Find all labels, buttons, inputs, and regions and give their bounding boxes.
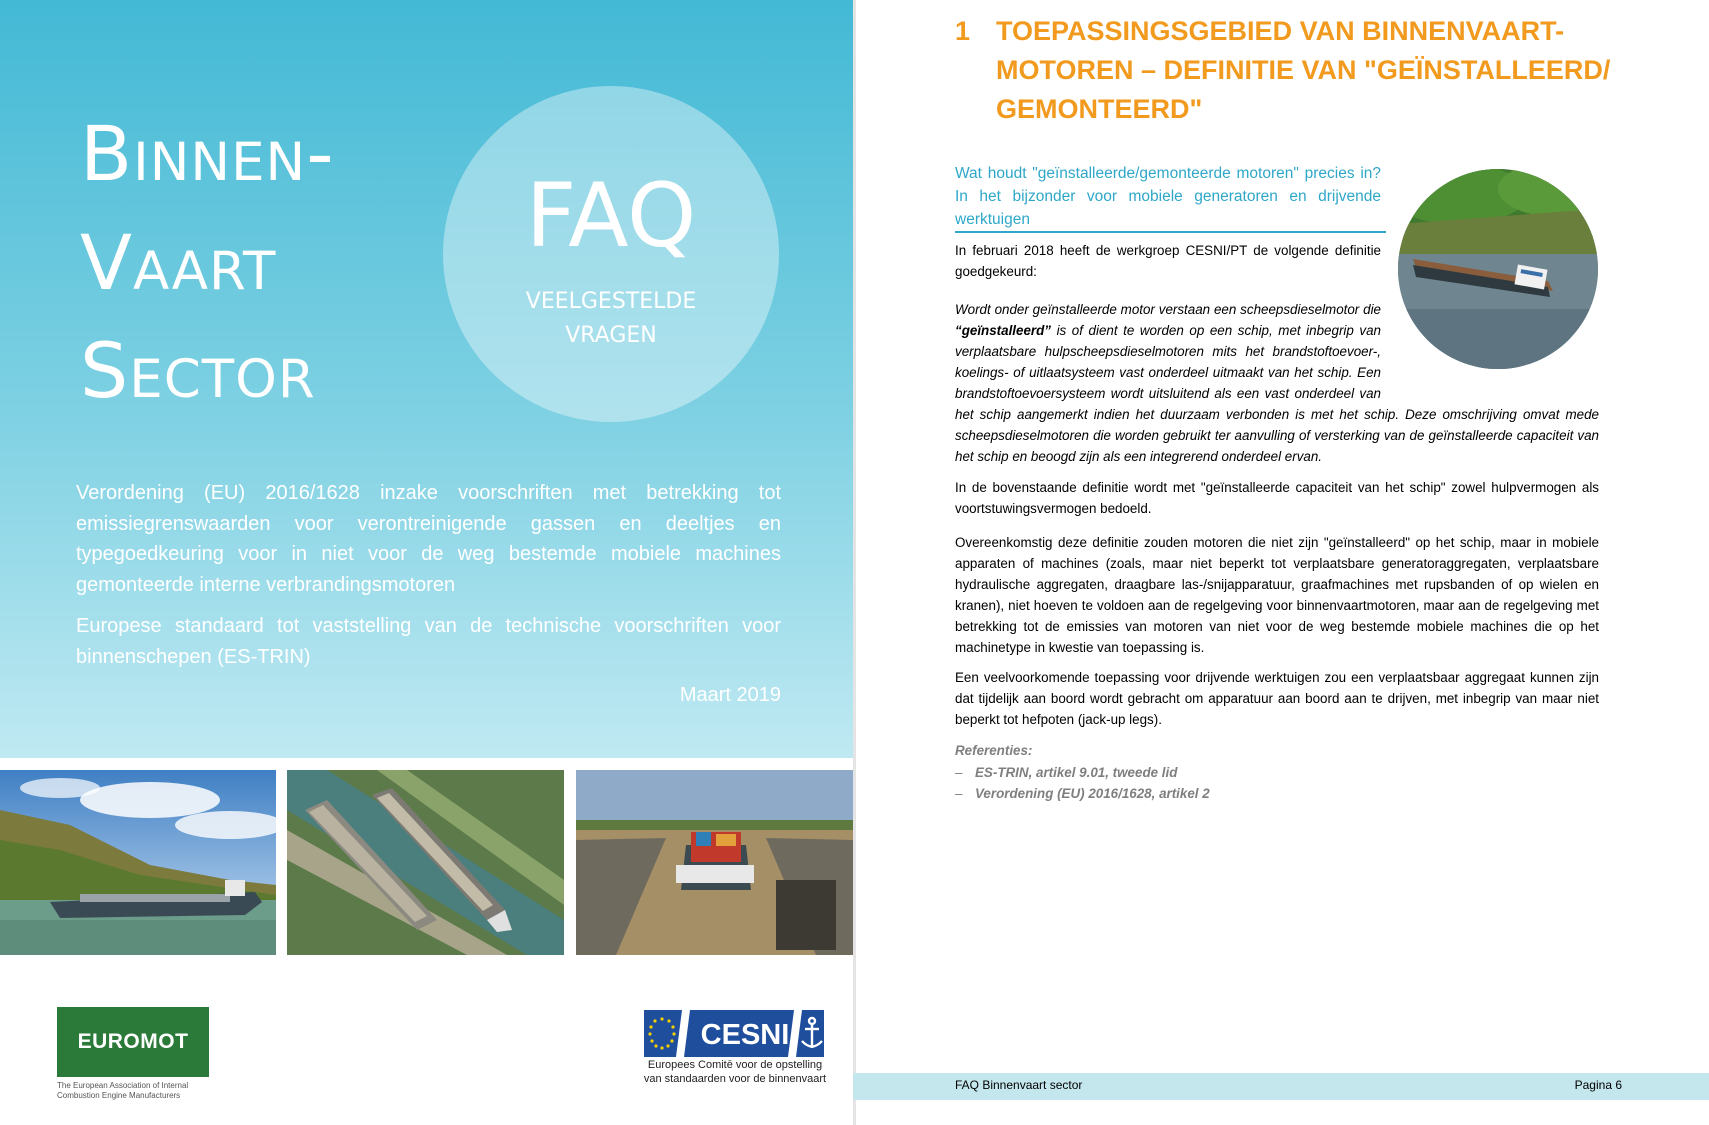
faq-circle: [443, 86, 779, 422]
publication-date: Maart 2019: [679, 684, 781, 706]
cesni-tagline-line-1: Europees Comitē voor de opstelling: [647, 1059, 823, 1071]
faq-question: Wat houdt "geïnstalleerde/gemonteerde motoren" precies in? In het bijzonder voor mobiele generatoren en drijvende werktuigen: [955, 165, 1381, 228]
cesni-logo-text: CESNI: [700, 1019, 790, 1051]
body-paragraph-1: In de bovenstaande definitie wordt met "geïnstalleerde capaciteit van het schip" zowel hulpvermogen als voortstuwingsvermogen bedoeld.: [955, 480, 1599, 516]
euromot-logo: EUROMOT: [57, 1007, 209, 1077]
cover-page: [0, 0, 853, 1125]
definition-text-start: Wordt onder geïnstalleerde motor verstaan een scheepsdieselmotor die: [955, 302, 1381, 317]
cover-title-line-1: Binnen-: [80, 109, 335, 198]
euromot-tagline-line-2: Combustion Engine Manufacturers: [57, 1091, 181, 1100]
barge-river-vineyard-photo: [0, 770, 276, 955]
body-paragraph-2: Overeenkomstig deze definitie zouden motoren die niet zijn "geïnstalleerd" op het schip, maar in mobiele apparaten of machines (zoals, maar niet beperkt tot verplaatsbare generatoraggregaten, verplaatsbare hydraulische aggregaten, draagbare las-/snijapparatuur, graafmachines met rupsbanden of op wielen en kranen), niet hoeven te voldoen aan de regelgeving voor binnenvaartmotoren, maar aan de regelgeving met betrekking tot de emissies van motoren van niet voor de weg bestemde mobiele machines die op het machinetype in kwestie van toepassing is.: [955, 535, 1599, 655]
cesni-logo: [644, 1010, 824, 1057]
section-heading-line-2: MOTOREN – DEFINITIE VAN "GEÏNSTALLEERD/: [996, 55, 1611, 85]
intro-paragraph: In februari 2018 heeft de werkgroep CESNI/PT de volgende definitie goedgekeurd:: [955, 243, 1381, 279]
faq-subtitle-line-1: VEELGESTELDE: [525, 289, 697, 314]
page-divider: [853, 0, 856, 1125]
faq-subtitle-line-2: VRAGEN: [565, 323, 657, 348]
definition-emphasis: “geïnstalleerd”: [955, 323, 1051, 338]
cover-banner: [0, 0, 853, 758]
reference-item: – ES-TRIN, artikel 9.01, tweede lid: [955, 765, 1178, 780]
footer-document-title: FAQ Binnenvaart sector: [955, 1078, 1083, 1092]
content-page: [853, 0, 1709, 1125]
body-paragraph-3: Een veelvoorkomende toepassing voor drijvende werktuigen zou een verplaatsbaar aggregaat kunnen zijn dat tijdelijk aan boord wordt gebracht om apparatuur aan boord aan te drijven, met inbegrip van maar niet beperkt tot hefpoten (jack-up legs).: [955, 670, 1599, 727]
definition-text-rest: is of dient te worden op een schip, met inbegrip van verplaatsbare hulpscheepsdieselmotoren mits het brandstoftoevoer-, koelings- of uitlaatsysteem vast onderdeel uitmaakt van het schip. Een brandstoftoevoersysteem wordt uitsluitend als een vast onderdeel van het schip aangemerkt indien het duurzaam verbonden is met het schip. Deze omschrijving omvat mede scheepsdieselmotoren die worden gebruikt ter aanvulling of versterking van de geïnstalleerde capaciteit van het schip en beoogd zijn als een integrerend onderdeel ervan.: [955, 323, 1599, 464]
reference-text: ES-TRIN, artikel 9.01, tweede lid: [975, 765, 1178, 780]
reference-text: Verordening (EU) 2016/1628, artikel 2: [975, 786, 1210, 801]
section-heading-line-3: GEMONTEERD": [996, 94, 1203, 124]
references-label: Referenties:: [955, 743, 1033, 758]
section-heading-line-1: TOEPASSINGSGEBIED VAN BINNENVAART-: [996, 16, 1565, 46]
euromot-tagline-line-1: The European Association of Internal: [57, 1081, 189, 1090]
regulation-description: Verordening (EU) 2016/1628 inzake voorschriften met betrekking tot emissiegrenswaarden voor verontreinigende gassen en deeltjes en typegoedkeuring voor in niet voor de weg bestemde mobiele machines gemonteerde interne verbrandingsmotoren: [76, 482, 781, 596]
reference-item: – Verordening (EU) 2016/1628, artikel 2: [955, 786, 1210, 801]
question-underline: [955, 231, 1386, 233]
footer-page-number: Pagina 6: [1574, 1078, 1622, 1092]
section-number: 1: [955, 16, 971, 46]
cesni-tagline-line-2: van standaarden voor de binnenvaart: [643, 1073, 827, 1085]
faq-title: FAQ: [525, 164, 697, 267]
definition-quote: [955, 299, 1599, 467]
standard-description: Europese standaard tot vaststelling van de technische voorschriften voor binnenschepen (ES-TRIN): [76, 615, 781, 668]
cover-title-line-2: Vaart: [80, 218, 277, 307]
cover-title-line-3: Sector: [80, 326, 316, 415]
container-ship-lock-photo: [576, 770, 853, 955]
two-barges-aerial-photo: [287, 770, 564, 955]
